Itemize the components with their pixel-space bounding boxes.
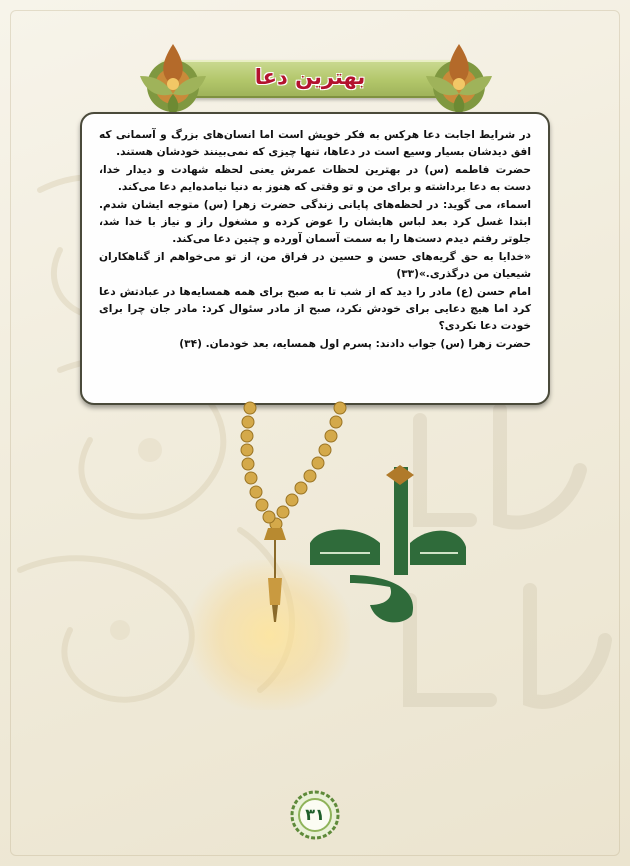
- page-number: ۳۱: [305, 805, 325, 824]
- text-box: [80, 112, 550, 405]
- page-title: بهترین دعا: [254, 65, 366, 89]
- paragraph: حضرت زهرا (س) جواب دادند: پسرم اول همسایه، بعد خودمان. (۳۴): [179, 337, 531, 350]
- paragraph: در شرایط اجابت دعا هرکس به فکر خویش است اما انسان‌های بزرگ و آسمانی که افق دیدشان بسیار وسیع است در دعاها، تنها چیزی که نمی‌بینند خودشان هستند.: [99, 129, 531, 159]
- paragraph: امام حسن (ع) مادر را دید که از شب تا به صبح برای همه همسایه‌ها در عبادتش دعا کرد اما هیچ دعایی برای خودش نکرد، صبح از مادر سئوال کرد: مادر جان چرا برای خودت دعا نکردی؟: [99, 285, 531, 333]
- paragraph: اسماء، می گوید: در لحظه‌های پایانی زندگی حضرت زهرا (س) متوجه ایشان شدم. ابتدا غسل کرد بعد لباس هایشان را عوض کرده و مشغول راز و نیاز با خدا شد، جلوتر رفتم دیدم دست‌ها را به سمت آسمان آورده و چنین دعا می‌کند.: [99, 198, 531, 246]
- prayer-quote: «خدایا به حق گریه‌های حسن و حسین در فراق من، از تو می‌خواهم از گناهکاران شیعیان من درگذری.»(۳۳): [99, 250, 531, 281]
- paragraph: حضرت فاطمه (س) در بهترین لحظات عمرش یعنی لحظه شهادت و دیدار خدا، دست به دعا برداشته و برای من و تو وقتی که هنوز به دنیا نیامده‌ایم دعا می‌کند.: [99, 163, 531, 194]
- fatemeh-calligraphy-logo: [290, 455, 480, 630]
